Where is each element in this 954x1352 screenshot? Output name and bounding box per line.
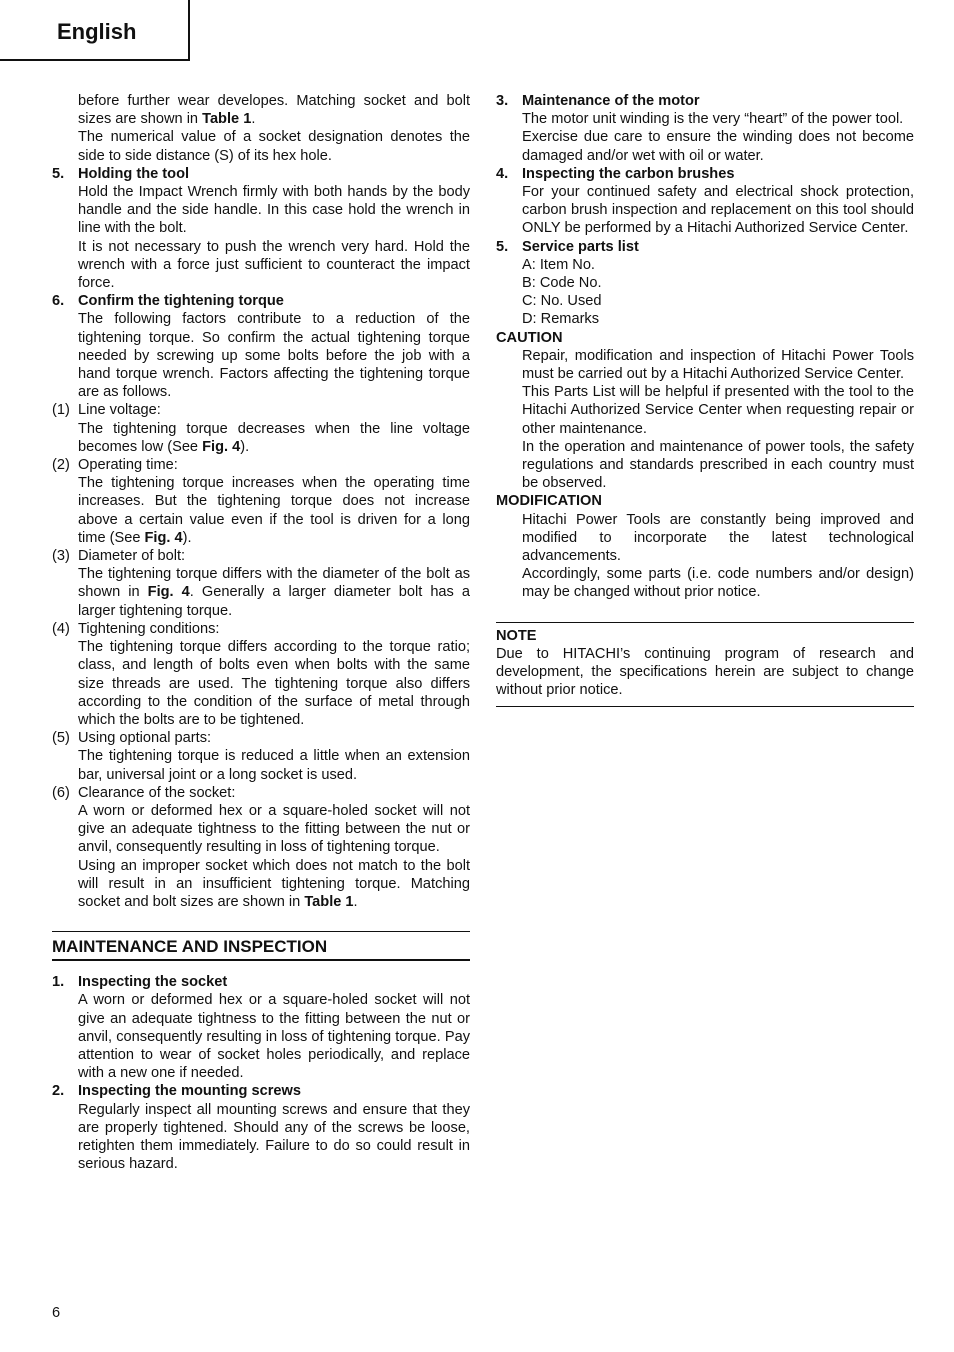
carbon-brushes-text: For your continued safety and electrical shock protection, carbon brush inspection and replacement on this tool should ONLY be performed by a Hitachi Authorized Service Center. xyxy=(522,184,914,237)
factor-operating-time-text: The tightening torque increases when the operating time increases. But the tightening torque does not increase above a certain value even if the tool is driven for a long time (See Fig. 4). xyxy=(78,475,470,546)
motor-maintenance-p2: Exercise due care to ensure the winding does not become damaged and/or wet with oil or water. xyxy=(522,129,914,164)
modification-heading: MODIFICATION xyxy=(496,493,602,510)
factor-tightening-conditions-title: (4) Tightening conditions: xyxy=(52,620,220,637)
factor-line-voltage-text: The tightening torque decreases when the line voltage becomes low (See Fig. 4). xyxy=(78,420,470,455)
heading-service-parts-list: 5. Service parts list xyxy=(496,238,639,255)
motor-maintenance-p1: The motor unit winding is the very “heart” of the power tool. xyxy=(522,111,904,128)
factor-bolt-diameter-text: The tightening torque differs with the diameter of the bolt as shown in Fig. 4. Generally a larger diameter bolt has a larger tightening torque. xyxy=(78,566,471,619)
note-text: Due to HITACHI’s continuing program of research and development, the specifications herein are subject to change without prior notice. xyxy=(496,645,914,699)
page-number: 6 xyxy=(52,1305,61,1321)
inspecting-socket-text: A worn or deformed hex or a square-holed socket will not give an adequate tightness to the fitting between the nut or anvil, consequently resulting in loss of tightening torque. Pay attention to wear of socket holes periodically, and replace with a new one if needed. xyxy=(78,992,470,1082)
heading-inspecting-socket: 1. Inspecting the socket xyxy=(52,974,228,991)
factor-socket-clearance-p1: A worn or deformed hex or a square-holed socket will not give an adequate tightness to the fitting between the nut or anvil, consequently resulting in loss of tightening torque. xyxy=(78,802,470,856)
holding-tool-p2: It is not necessary to push the wrench very hard. Hold the wrench with a force just sufficient to counteract the impact force. xyxy=(78,238,470,292)
caution-p2: This Parts List will be helpful if presented with the tool to the Hitachi Authorized Service Center when requesting repair or other maintenance. xyxy=(522,384,914,437)
factor-optional-parts-text: The tightening torque is reduced a little when an extension bar, universal joint or a long socket is used. xyxy=(78,748,470,783)
parts-list-item: D: Remarks xyxy=(522,311,600,328)
modification-p1: Hitachi Power Tools are constantly being improved and modified to incorporate the latest technological advancements. xyxy=(522,511,914,565)
mounting-screws-text: Regularly inspect all mounting screws and ensure that they are properly tightened. Should any of the screws be loose, retighten them immediately. Failure to do so could result in serious hazard. xyxy=(78,1101,470,1173)
note-heading: NOTE xyxy=(496,627,537,644)
caution-p3: In the operation and maintenance of power tools, the safety regulations and standards prescribed in each country must be observed. xyxy=(522,438,914,492)
heading-confirm-torque: 6. Confirm the tightening torque xyxy=(52,293,284,310)
note-box xyxy=(496,622,914,707)
factor-bolt-diameter-title: (3) Diameter of bolt: xyxy=(52,548,186,565)
heading-carbon-brushes: 4. Inspecting the carbon brushes xyxy=(496,165,735,182)
language-label: English xyxy=(57,19,137,44)
caution-p1: Repair, modification and inspection of Hitachi Power Tools must be carried out by a Hitachi Authorized Service Center. xyxy=(522,347,914,383)
parts-list-item: C: No. Used xyxy=(522,293,602,310)
factor-socket-clearance-title: (6) Clearance of the socket: xyxy=(52,784,236,801)
factor-operating-time-title: (2) Operating time: xyxy=(52,457,178,474)
parts-list-item: B: Code No. xyxy=(522,275,602,292)
socket-designation-paragraph: The numerical value of a socket designation denotes the side to side distance (S) of its hex hole. xyxy=(78,129,470,164)
continued-paragraph: before further wear developes. Matching socket and bolt sizes are shown in Table 1. xyxy=(78,93,470,128)
section-title-maintenance: MAINTENANCE AND INSPECTION xyxy=(52,931,470,961)
factor-line-voltage-title: (1) Line voltage: xyxy=(52,402,161,419)
factor-optional-parts-title: (5) Using optional parts: xyxy=(52,730,212,747)
parts-list-item: A: Item No. xyxy=(522,256,595,273)
caution-heading: CAUTION xyxy=(496,329,563,346)
modification-p2: Accordingly, some parts (i.e. code numbers and/or design) may be changed without prior notice. xyxy=(522,566,914,601)
right-column xyxy=(496,92,914,707)
left-column xyxy=(52,92,470,1173)
heading-mounting-screws: 2. Inspecting the mounting screws xyxy=(52,1083,301,1100)
factor-socket-clearance-p2: Using an improper socket which does not match to the bolt will result in an insufficient tightening torque. Matching socket and bolt sizes are shown in Table 1. xyxy=(78,857,470,910)
heading-motor-maintenance: 3. Maintenance of the motor xyxy=(496,93,700,109)
holding-tool-p1: Hold the Impact Wrench firmly with both hands by the body handle and the side handle. In this case hold the wrench in line with the bolt. xyxy=(78,184,470,237)
language-tab xyxy=(0,0,190,61)
heading-holding-tool: 5. Holding the tool xyxy=(52,165,190,182)
confirm-torque-p1: The following factors contribute to a reduction of the tightening torque. So confirm the actual tightening torque needed by screwing up some bolts before the job with a hand torque wrench. Factors affecting the tightening torque are as follows. xyxy=(78,311,470,401)
factor-tightening-conditions-text: The tightening torque differs according to the torque ratio; class, and length of bolts even when bolts with the same size threads are used. The tightening torque also differs according to the condition of the surface of metal through which the bolts are to be tightened. xyxy=(78,639,470,728)
